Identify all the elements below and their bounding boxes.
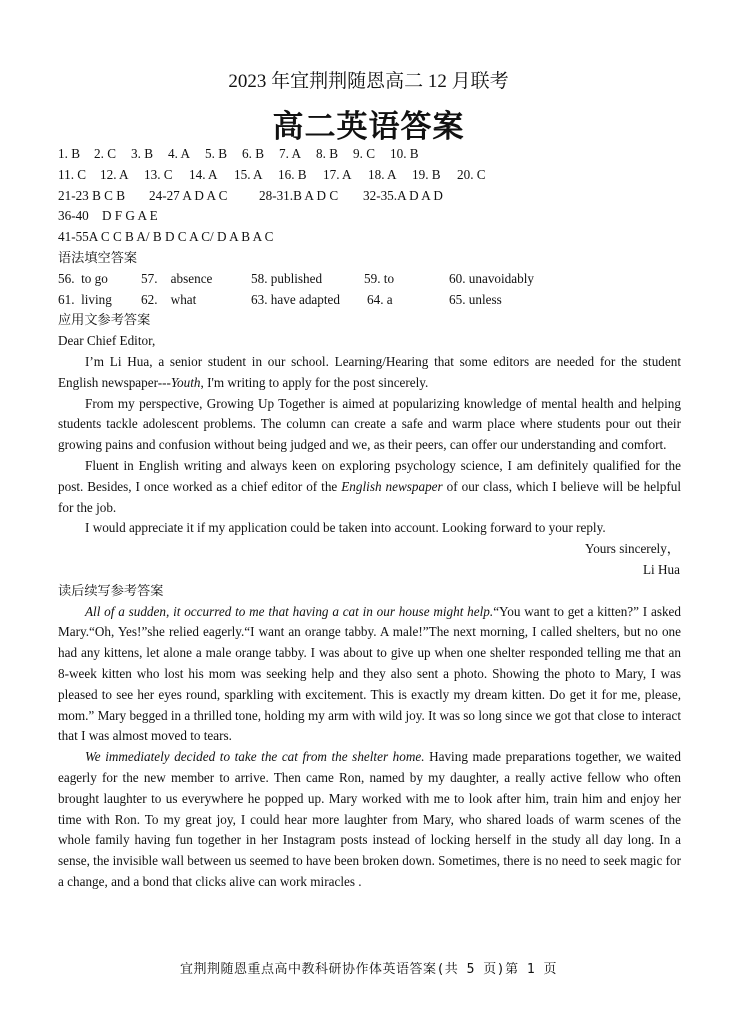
- answer-item: 16. B: [278, 166, 307, 182]
- continuation-heading: 读后续写参考答案: [58, 582, 164, 598]
- answer-item: 2. C: [94, 146, 116, 161]
- given-opening-sentence: We immediately decided to take the cat from the shelter home.: [85, 749, 425, 765]
- letter-heading: 应用文参考答案: [58, 312, 151, 328]
- continuation-paragraph-2: [58, 747, 681, 893]
- grammar-item: 60. unavoidably: [449, 270, 534, 286]
- letter-text: of our class, which I believe will be helpful for the job.: [58, 478, 681, 515]
- answer-item: 21-23 B C B: [58, 187, 126, 203]
- grammar-item: 58. published: [251, 270, 323, 286]
- answer-item: 3. B: [131, 146, 153, 161]
- grammar-item: 57. absence: [141, 270, 213, 286]
- answer-row-3: [58, 186, 681, 207]
- letter-signature: Li Hua: [643, 561, 680, 577]
- letter-text: Fluent in English writing and always keen on exploring psychology science, I am definitely qualified for the post. Besides, I once worked as a chief editor of the: [58, 457, 681, 494]
- answer-row-2: [58, 165, 681, 186]
- grammar-row-1: [58, 269, 681, 290]
- newspaper-name: English newspaper: [341, 478, 443, 494]
- letter-paragraph-2: From my perspective, Growing Up Together is aimed at popularizing knowledge of mental health and helping students tackle adolescent problems. The column can create a safe and warm place where students pour out their growing pains and confusion without being judged and we, as their peers, can offer our understanding and comfort.: [58, 395, 681, 453]
- answer-item: 32-35.A D A D: [363, 187, 443, 203]
- letter-paragraph-3: [58, 456, 681, 518]
- grammar-heading: 语法填空答案: [58, 249, 138, 265]
- answer-item: 20. C: [457, 166, 486, 182]
- continuation-paragraph-1: [58, 602, 681, 748]
- answer-item: 4. A: [168, 146, 190, 161]
- answer-item: 19. B: [412, 166, 441, 182]
- answer-item: 10. B: [390, 146, 419, 161]
- answer-item: 13. C: [144, 166, 173, 182]
- page-footer: 宜荆荆随恩重点高中教科研协作体英语答案(共 5 页)第 1 页: [179, 962, 558, 977]
- letter-paragraph-1: [58, 352, 681, 394]
- grammar-item: 59. to: [364, 270, 395, 286]
- answer-item: 17. A: [323, 166, 352, 182]
- exam-title: 2023 年宜荆荆随恩高二 12 月联考: [228, 71, 509, 92]
- answer-item: 12. A: [100, 166, 129, 182]
- answer-item: 28-31.B A D C: [259, 187, 339, 203]
- answer-item: 11. C: [58, 166, 87, 182]
- answer-item: 1. B: [58, 146, 80, 161]
- answer-item: 6. B: [242, 146, 264, 161]
- letter-salutation: Dear Chief Editor,: [58, 333, 156, 349]
- answer-item: 18. A: [368, 166, 397, 182]
- answer-item: 24-27 A D A C: [149, 187, 228, 203]
- grammar-item: 65. unless: [449, 291, 502, 307]
- grammar-item: 62. what: [141, 291, 197, 307]
- answer-row-1: [58, 144, 681, 165]
- newspaper-name: Youth: [170, 374, 201, 390]
- answer-row-5: 41-55A C C B A/ B D C A C/ D A B A C: [58, 229, 274, 245]
- page-title: 高二英语答案: [272, 109, 465, 144]
- grammar-item: 61. living: [58, 291, 112, 307]
- letter-text: I’m Li Hua, a senior student in our school. Learning/Hearing that some editors are needed for the student English newspaper---: [58, 353, 681, 390]
- answer-row-4: 36-40 D F G A E: [58, 208, 158, 224]
- grammar-item: 56. to go: [58, 270, 108, 286]
- grammar-item: 63. have adapted: [251, 291, 340, 307]
- answer-item: 15. A: [234, 166, 263, 182]
- grammar-item: 64. a: [367, 291, 393, 307]
- grammar-row-2: [58, 290, 681, 311]
- letter-text: , I'm writing to apply for the post sincerely.: [200, 374, 429, 390]
- given-opening-sentence: All of a sudden, it occurred to me that having a cat in our house might help.: [85, 603, 494, 619]
- answer-item: 9. C: [353, 146, 375, 161]
- answer-item: 7. A: [279, 146, 301, 161]
- answer-content: [58, 144, 681, 893]
- answer-item: 5. B: [205, 146, 227, 161]
- answer-item: 14. A: [189, 166, 218, 182]
- letter-closing: Yours sincerely，: [585, 541, 680, 557]
- letter-paragraph-4: I would appreciate it if my application could be taken into account. Looking forward to your reply.: [85, 520, 606, 536]
- continuation-text: Having made preparations together, we waited eagerly for the new member to arrive. Then came Ron, named by my daughter, a really active fellow who often brought laughter to us everywhere he popped up. Mary worked with me to look after him, train him and enjoy her time with Ron. To my great joy, I could hear more laughter from Mary, who shared loads of warm scenes of the whole family having fun together in her Instagram posts instead of locking herself in the study all day long. In a sense, the invisible wall between us seemed to have been broken down. Sometimes, there is no need to seek magic for a change, and a bond that clicks alive can work miracles .: [58, 749, 681, 889]
- continuation-text: “You want to get a kitten?” I asked Mary.“Oh, Yes!”she relied eagerly.“I want an orange tabby. A male!”The next morning, I called shelters, but no one had any kittens, let alone a male orange tabby. I was about to give up when one shelter responded telling me that an 8-week kitten who lost his mom was seeking help and they also sent a photo. Showing the photo to Mary, I was pleased to see her eyes round, sparkling with excitement. This is exactly my dream kitten. Do get it for me, please, mom.” Mary begged in a thrilled tone, holding my arm with wild joy. It was so long since we got that close to interact that I was almost moved to tears.: [58, 603, 682, 744]
- answer-item: 8. B: [316, 146, 338, 161]
